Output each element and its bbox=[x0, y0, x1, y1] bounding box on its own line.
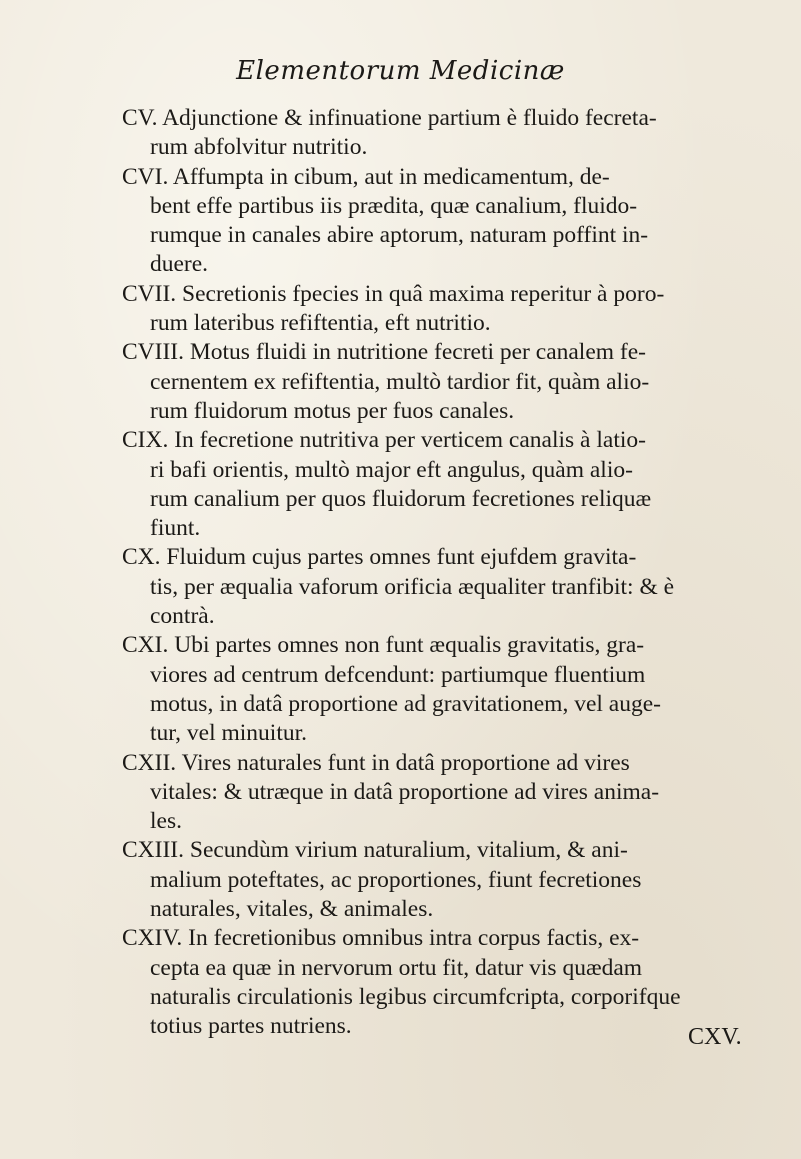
text-line: CXIII. Secundùm virium naturalium, vitalium, & ani- bbox=[122, 837, 628, 864]
text-line: rum fluidorum motus per fuos canales. bbox=[150, 397, 515, 424]
paragraph bbox=[122, 543, 767, 631]
paragraph bbox=[122, 104, 767, 163]
text-line: naturalis circulationis legibus circumfcripta, corporifque bbox=[150, 983, 681, 1010]
paragraph bbox=[122, 836, 767, 924]
text-line: tur, vel minuitur. bbox=[150, 720, 308, 747]
text-line: duere. bbox=[150, 251, 209, 278]
text-line: CVII. Secretionis fpecies in quâ maxima reperitur à poro- bbox=[122, 280, 665, 307]
paragraph bbox=[122, 924, 767, 1041]
text-line: rum lateribus refiftentia, eft nutritio. bbox=[150, 310, 491, 337]
text-line: CXIV. In fecretionibus omnibus intra corpus factis, ex- bbox=[122, 925, 640, 952]
text-line: rumque in canales abire aptorum, naturam poffint in- bbox=[150, 222, 649, 249]
text-line: viores ad centrum defcendunt: partiumque fluentium bbox=[150, 661, 646, 688]
text-line: totius partes nutriens. bbox=[150, 1013, 352, 1040]
text-line: malium poteftates, ac proportiones, fiunt fecretiones bbox=[150, 866, 642, 893]
text-line: contrà. bbox=[150, 603, 215, 630]
catchword: CXV. bbox=[688, 1024, 742, 1050]
text-line: les. bbox=[150, 808, 182, 835]
text-line: cepta ea quæ in nervorum ortu fit, datur vis quædam bbox=[150, 954, 643, 981]
text-block bbox=[122, 104, 767, 1042]
text-line: ri bafi orientis, multò major eft angulus, quàm alio- bbox=[150, 456, 633, 483]
paragraph bbox=[122, 280, 767, 339]
text-line: CXI. Ubi partes omnes non funt æqualis gravitatis, gra- bbox=[122, 632, 645, 659]
text-line: CX. Fluidum cujus partes omnes funt ejufdem gravita- bbox=[122, 544, 637, 571]
text-line: tis, per æqualia vaforum orificia æqualiter tranfibit: & è bbox=[150, 573, 675, 600]
paragraph bbox=[122, 631, 767, 748]
text-line: vitales: & utræque in datâ proportione ad vires anima- bbox=[150, 778, 660, 805]
text-line: bent effe partibus iis prædita, quæ canalium, fluido- bbox=[150, 192, 638, 219]
text-line: fiunt. bbox=[150, 515, 201, 542]
text-line: CV. Adjunctione & infinuatione partium è fluido fecreta- bbox=[122, 105, 657, 131]
paragraph bbox=[122, 426, 767, 543]
paragraph bbox=[122, 338, 767, 426]
text-line: CVI. Affumpta in cibum, aut in medicamentum, de- bbox=[122, 163, 610, 190]
text-line: rum canalium per quos fluidorum fecretiones reliquæ bbox=[150, 485, 652, 512]
text-line: naturales, vitales, & animales. bbox=[150, 896, 434, 923]
paragraph bbox=[122, 749, 767, 837]
text-line: CXII. Vires naturales funt in datâ proportione ad vires bbox=[122, 749, 630, 776]
paragraph bbox=[122, 163, 767, 280]
running-header: Elementorum Medicinæ bbox=[236, 56, 565, 86]
text-line: CVIII. Motus fluidi in nutritione fecreti per canalem fe- bbox=[122, 339, 646, 366]
text-line: CIX. In fecretione nutritiva per verticem canalis à latio- bbox=[122, 427, 646, 454]
text-line: rum abfolvitur nutritio. bbox=[150, 134, 368, 161]
text-line: cernentem ex refiftentia, multò tardior fit, quàm alio- bbox=[150, 368, 650, 395]
text-line: motus, in datâ proportione ad gravitationem, vel auge- bbox=[150, 690, 661, 717]
